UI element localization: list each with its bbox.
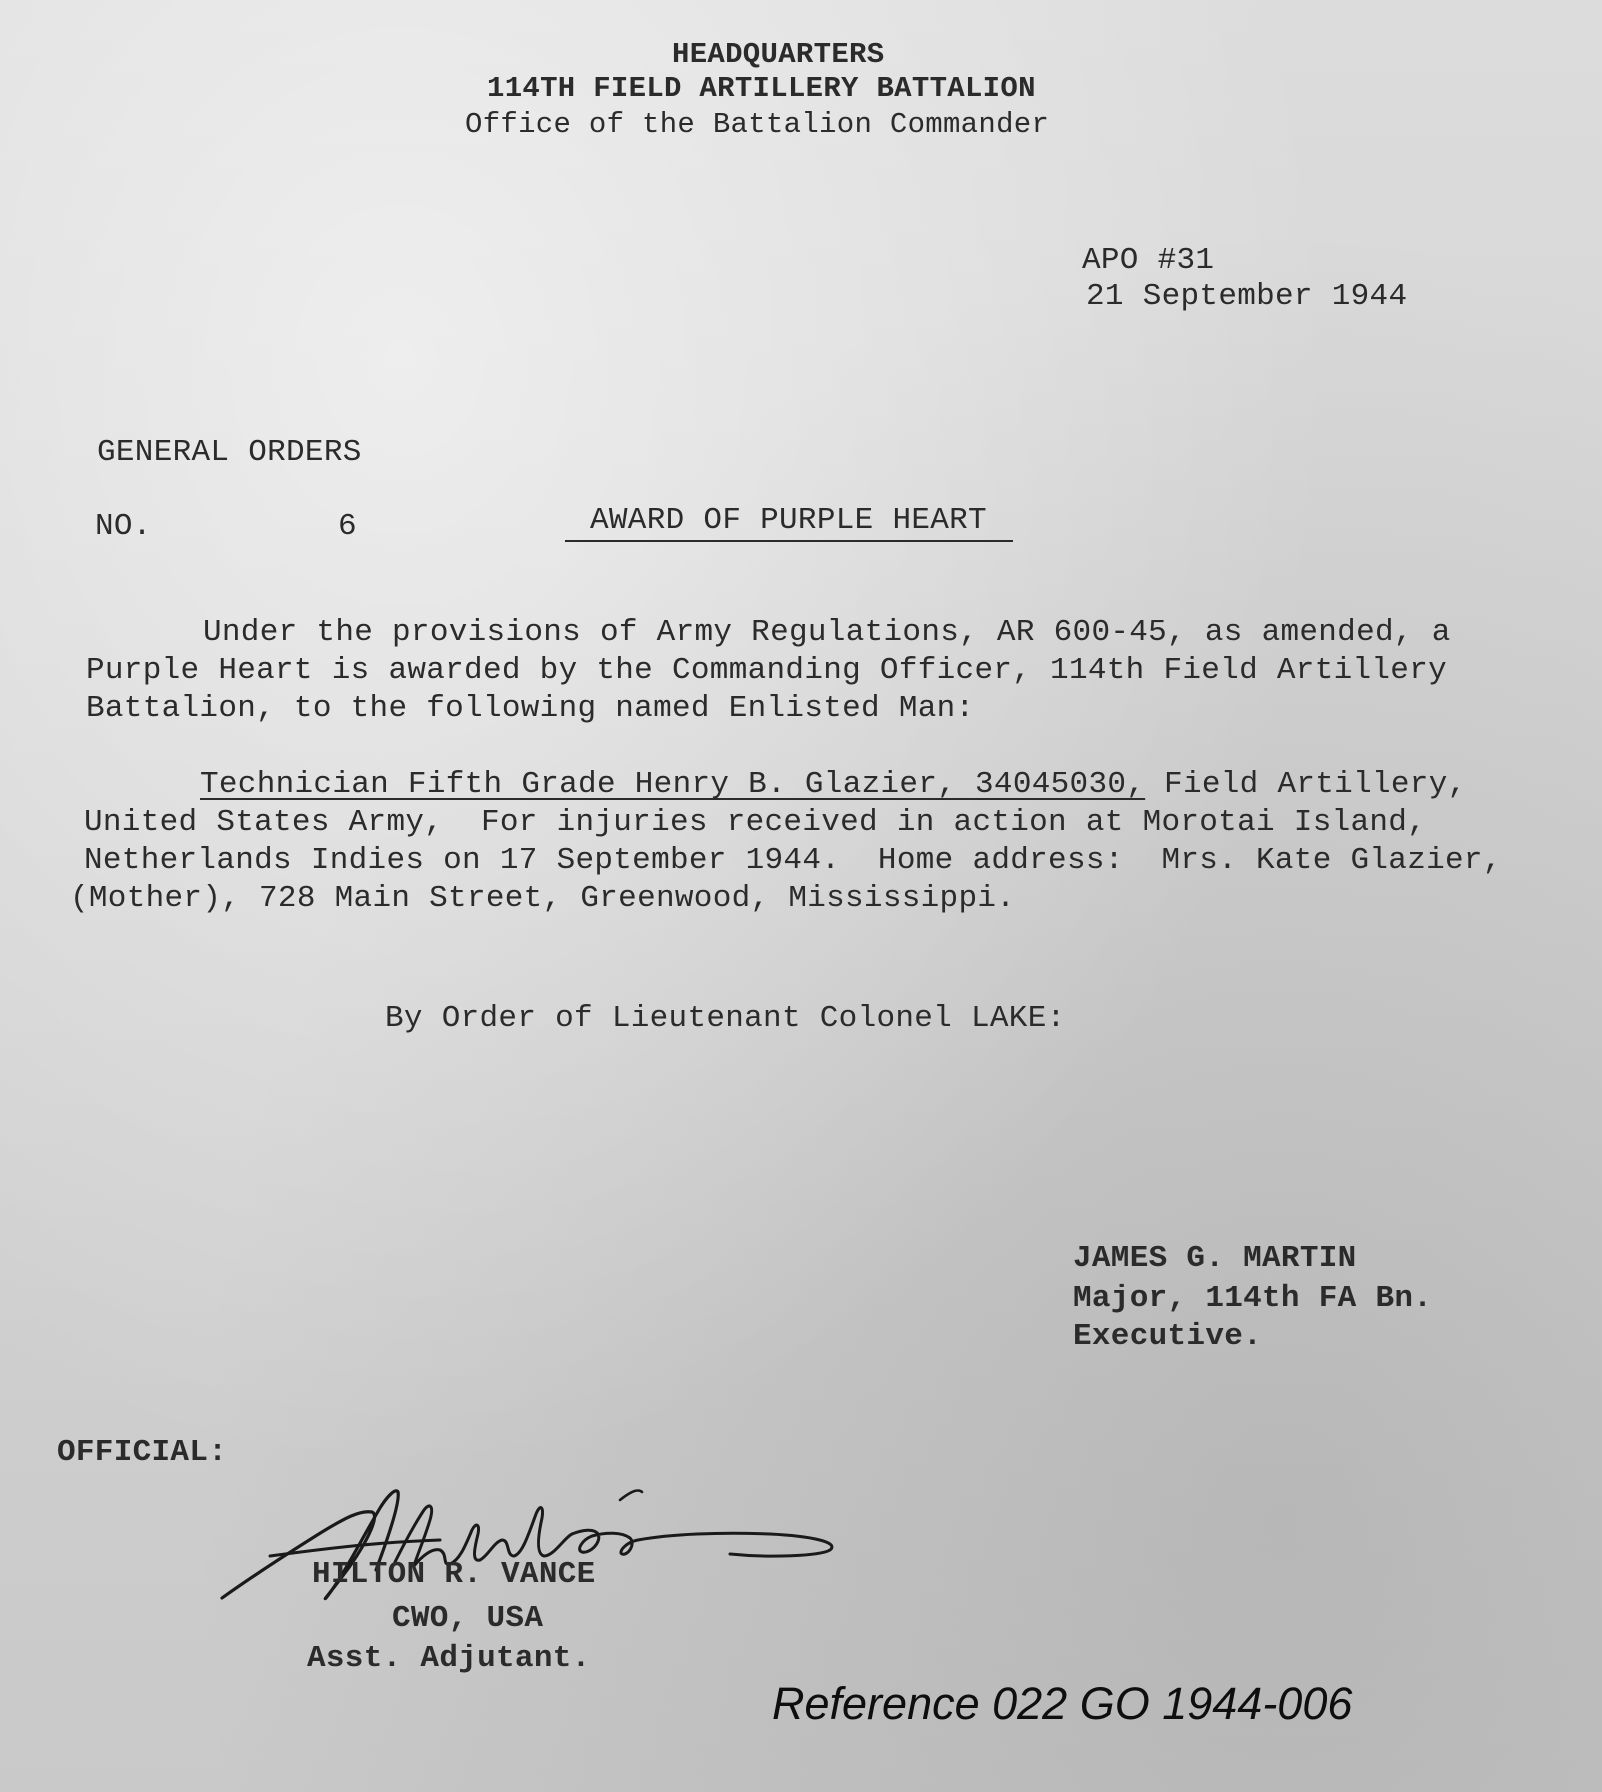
official-rank: CWO, USA — [392, 1601, 544, 1636]
order-number: 6 — [338, 509, 357, 544]
body-line-2: Purple Heart is awarded by the Commanding Officer, 114th Field Artillery — [86, 653, 1448, 688]
order-title-underline — [565, 540, 1013, 542]
letterhead-line-2: 114TH FIELD ARTILLERY BATTALION — [487, 72, 1036, 105]
executive-title: Executive. — [1073, 1319, 1263, 1354]
letterhead-line-1: HEADQUARTERS — [672, 38, 885, 71]
official-label: OFFICIAL: — [57, 1435, 228, 1470]
official-name: HILTON R. VANCE — [312, 1557, 596, 1592]
executive-name: JAMES G. MARTIN — [1073, 1241, 1357, 1276]
official-title: Asst. Adjutant. — [307, 1641, 591, 1676]
apo-line: APO #31 — [1082, 243, 1215, 278]
general-orders-heading: GENERAL ORDERS — [97, 435, 362, 470]
by-order-line: By Order of Lieutenant Colonel LAKE: — [385, 1001, 1066, 1036]
order-number-label: NO. — [95, 509, 152, 544]
reference-caption: Reference 022 GO 1944-006 — [772, 1678, 1353, 1729]
body-line-6: Netherlands Indies on 17 September 1944. Home address: Mrs. Kate Glazier, — [84, 843, 1502, 878]
handwritten-signature — [210, 1470, 930, 1620]
body-line-7: (Mother), 728 Main Street, Greenwood, Mississippi. — [70, 881, 1016, 916]
body-line-5: United States Army, For injuries received in action at Morotai Island, — [84, 805, 1427, 840]
body-line-3: Battalion, to the following named Enlisted Man: — [86, 691, 975, 726]
order-date: 21 September 1944 — [1086, 279, 1408, 314]
letterhead-line-3: Office of the Battalion Commander — [465, 108, 1050, 141]
executive-rank: Major, 114th FA Bn. — [1073, 1281, 1433, 1316]
order-title: AWARD OF PURPLE HEART — [590, 503, 987, 538]
recipient-line — [200, 766, 1467, 804]
recipient-name: Technician Fifth Grade Henry B. Glazier, 34045030, — [200, 767, 1146, 802]
body-line-1: Under the provisions of Army Regulations, AR 600-45, as amended, a — [203, 615, 1451, 650]
recipient-branch: Field Artillery, — [1145, 767, 1467, 802]
